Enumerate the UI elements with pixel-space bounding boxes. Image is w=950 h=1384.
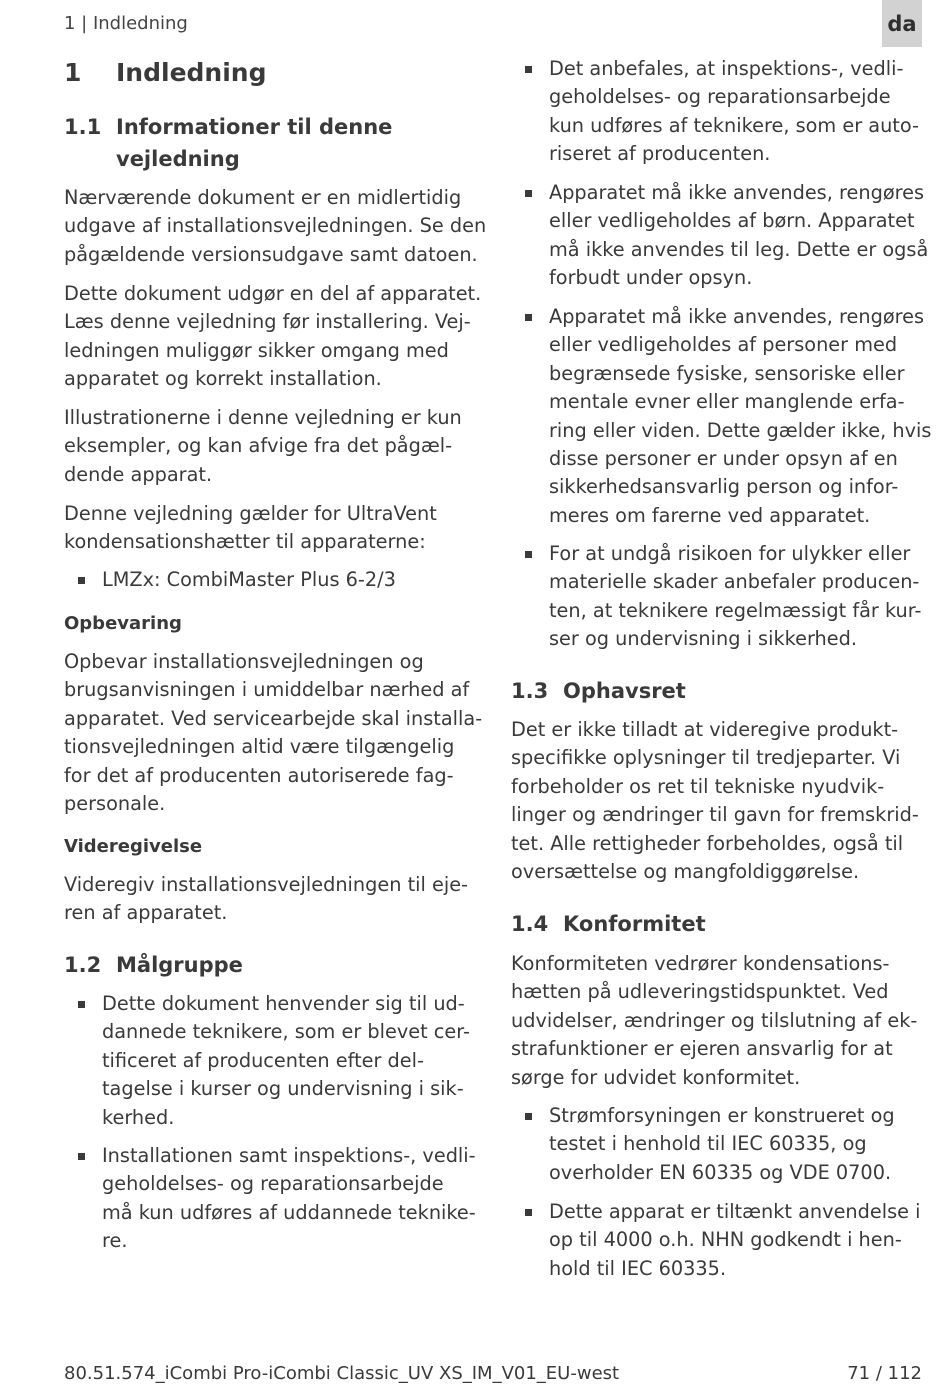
text-line: For at undgå risikoen for ulykker eller — [549, 542, 911, 565]
text-line: udgave af installationsvejledningen. Se den — [64, 214, 487, 238]
bullet-icon — [78, 1153, 85, 1160]
text-line: Apparatet må ikke anvendes, rengøres — [549, 305, 925, 328]
bullet-icon — [525, 1113, 532, 1120]
text-line: linger og ændringer til gavn for fremskrid- — [511, 803, 919, 827]
bullet-icon — [525, 190, 532, 197]
page-number: 71 / 112 — [847, 1363, 922, 1384]
text-line: meres om farerne ved apparatet. — [549, 503, 871, 527]
text-line: hold til IEC 60335. — [549, 1256, 727, 1280]
text-line: brugsanvisningen i umiddelbar nærhed af — [64, 678, 470, 702]
text-line: apparatet og korrekt installation. — [64, 367, 382, 391]
text-line: testet i henhold til IEC 60335, og — [549, 1132, 867, 1156]
bullet-icon — [525, 1209, 532, 1216]
text-line: Opbevar installationsvejledningen og — [64, 650, 424, 673]
paragraph — [64, 280, 482, 394]
text-line: dannede teknikere, som er blevet cer- — [102, 1020, 470, 1044]
chapter-number: 1 — [64, 58, 82, 87]
bullet-icon — [525, 314, 532, 321]
text-line: Konformiteten vedrører kondensations- — [511, 952, 890, 975]
text-line: riseret af producenten. — [549, 142, 771, 166]
text-line: apparatet. Ved servicearbejde skal installa- — [64, 706, 483, 730]
text-line: personale. — [64, 792, 166, 816]
text-line: Illustrationerne i denne vejledning er kun — [64, 406, 462, 429]
text-line: sørge for udvidet konformitet. — [511, 1065, 801, 1089]
text-line: kun udføres af teknikere, som er auto- — [549, 113, 919, 137]
text-line: eller vedligeholdes af børn. Apparatet — [549, 209, 915, 233]
section-number: 1.2 — [64, 953, 102, 977]
text-line: forbudt under opsyn. — [549, 266, 753, 290]
text-line: tificeret af producenten efter del- — [102, 1048, 424, 1072]
bullet-icon — [525, 66, 532, 73]
text-line: ren af apparatet. — [64, 901, 228, 925]
text-line: kerhed. — [102, 1105, 175, 1129]
text-line: Nærværende dokument er en midlertidig — [64, 186, 462, 209]
text-line: ten, at teknikere regelmæssigt får kur- — [549, 598, 922, 622]
section-title: Konformitet — [563, 912, 706, 936]
text-line: re. — [102, 1229, 128, 1253]
section-title: Ophavsret — [563, 679, 686, 703]
text-line: overholder EN 60335 og VDE 0700. — [549, 1160, 892, 1184]
text-line: Dette apparat er tiltænkt anvendelse i — [549, 1200, 921, 1223]
bullet-icon — [78, 1001, 85, 1008]
section-title-line: vejledning — [116, 147, 240, 171]
paragraph — [64, 404, 478, 489]
text-line: pågældende versionsudgave samt datoen. — [64, 242, 478, 266]
bullet-icon — [78, 577, 85, 584]
text-line: dende apparat. — [64, 462, 213, 486]
document-id: 80.51.574_iCombi Pro-iCombi Classic_UV XS_IM_V01_EU-west — [64, 1363, 620, 1384]
text-line: Dette dokument henvender sig til ud- — [102, 992, 465, 1015]
text-line: op til 4000 o.h. NHN godkendt i hen- — [549, 1228, 902, 1252]
text-line: sikkerhedsansvarlig person og infor- — [549, 475, 899, 499]
text-line: LMZx: CombiMaster Plus 6-2/3 — [102, 568, 396, 591]
section-number: 1.1 — [64, 115, 102, 139]
text-line: specifikke oplysninger til tredjeparter. Vi — [511, 746, 901, 770]
section-title-line: Informationer til denne — [116, 115, 393, 139]
subheading-storage: Opbevaring — [64, 613, 182, 634]
chapter-title: Indledning — [116, 58, 267, 87]
subheading-handover: Videregivelse — [64, 836, 203, 857]
paragraph — [64, 500, 478, 557]
text-line: ser og undervisning i sikkerhed. — [549, 627, 858, 651]
section-title: Målgruppe — [116, 953, 243, 977]
text-line: strafunktioner er ejeren ansvarlig for at — [511, 1037, 893, 1061]
text-line: må ikke anvendes til leg. Dette er også — [549, 237, 929, 261]
text-line: forbeholder os ret til tekniske nyudvik- — [511, 774, 885, 798]
text-line: kondensationshætter til apparaterne: — [64, 530, 426, 554]
text-line: mentale evner eller manglende erfa- — [549, 390, 905, 414]
text-line: disse personer er under opsyn af en — [549, 447, 898, 471]
text-line: hætten på udleveringstidspunktet. Ved — [511, 980, 889, 1004]
text-line: tet. Alle rettigheder forbeholdes, også til — [511, 831, 904, 855]
text-line: oversættelse og mangfoldiggørelse. — [511, 860, 860, 884]
text-line: Apparatet må ikke anvendes, rengøres — [549, 181, 925, 204]
text-line: Videregiv installationsvejledningen til eje- — [64, 873, 469, 896]
language-tab: da — [882, 0, 922, 47]
text-line: ring eller viden. Dette gælder ikke, hvis — [549, 418, 932, 442]
text-line: geholdelses- og reparationsarbejde — [549, 85, 891, 109]
text-line: Installationen samt inspektions-, vedli- — [102, 1144, 476, 1167]
paragraph — [64, 184, 487, 269]
paragraph — [511, 716, 927, 886]
text-line: tionsvejledningen altid være tilgængelig — [64, 735, 455, 759]
section-number: 1.4 — [511, 912, 549, 936]
text-line: tagelse i kurser og undervisning i sik- — [102, 1077, 464, 1101]
section-number: 1.3 — [511, 679, 549, 703]
text-line: Det anbefales, at inspektions-, vedli- — [549, 57, 904, 80]
paragraph — [64, 871, 478, 928]
paragraph — [511, 950, 927, 1092]
running-header: 1 | Indledning — [64, 13, 188, 34]
text-line: geholdelses- og reparationsarbejde — [102, 1172, 444, 1196]
bullet-icon — [525, 551, 532, 558]
text-line: begrænsede fysiske, sensoriske eller — [549, 361, 905, 385]
text-line: for det af producenten autoriserede fag- — [64, 763, 454, 787]
text-line: Strømforsyningen er konstrueret og — [549, 1104, 895, 1127]
text-line: udvidelser, ændringer og tilslutning af ek- — [511, 1008, 918, 1032]
text-line: må kun udføres af uddannede teknike- — [102, 1200, 476, 1224]
text-line: Denne vejledning gælder for UltraVent — [64, 502, 437, 525]
paragraph — [64, 648, 483, 818]
text-line: materielle skader anbefaler producen- — [549, 570, 920, 594]
text-line: ledningen muliggør sikker omgang med — [64, 338, 449, 362]
text-line: eller vedligeholdes af personer med — [549, 333, 898, 357]
text-line: Det er ikke tilladt at videregive produkt- — [511, 718, 899, 741]
text-line: eksempler, og kan afvige fra det pågæl- — [64, 434, 453, 458]
text-line: Dette dokument udgør en del af apparatet. — [64, 282, 482, 305]
text-line: Læs denne vejledning før installering. Vej- — [64, 310, 471, 334]
